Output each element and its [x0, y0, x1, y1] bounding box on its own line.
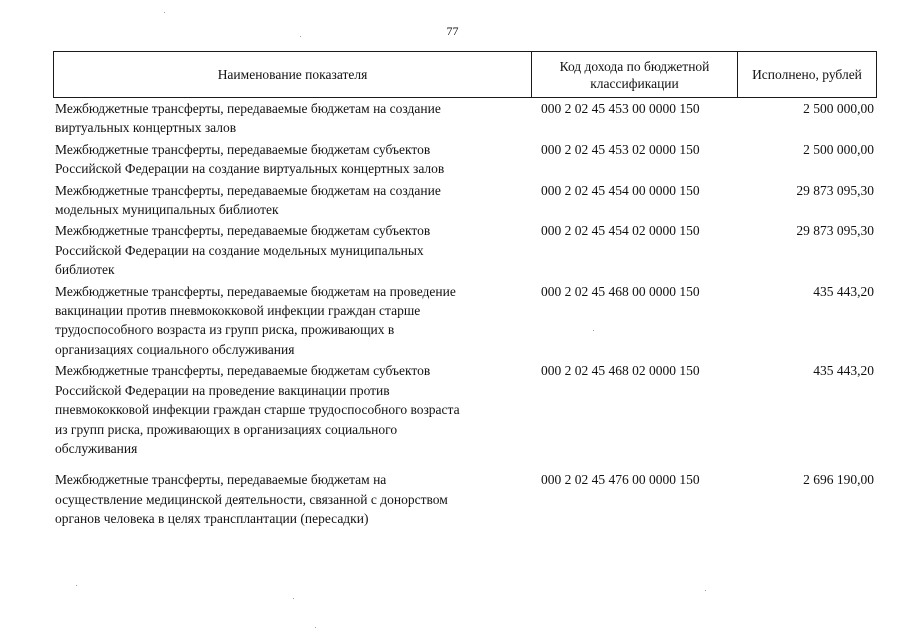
- row-name: Межбюджетные трансферты, передаваемые бюджетам субъектов Российской Федерации на проведение вакцинации против пневмококковой инфекции граждан старше трудоспособного возраста из групп риска, проживающих в организациях социального обслуживания: [55, 363, 460, 456]
- row-amount: 2 500 000,00: [803, 101, 874, 116]
- table-row: [53, 221, 877, 279]
- row-amount: 435 443,20: [813, 363, 874, 379]
- row-name: Межбюджетные трансферты, передаваемые бюджетам на создание модельных муниципальных библиотек: [55, 182, 441, 218]
- header-code: Код дохода по бюджетной классификации: [531, 52, 737, 97]
- page-number: 77: [446, 24, 459, 38]
- row-amount: 29 873 095,30: [796, 182, 874, 198]
- row-name: Межбюджетные трансферты, передаваемые бюджетам на создание виртуальных концертных залов: [55, 101, 441, 136]
- table-row: [53, 181, 877, 220]
- row-amount: 2 696 190,00: [803, 472, 874, 488]
- row-code: 000 2 02 45 468 00 0000 150: [541, 283, 700, 299]
- row-code: 000 2 02 45 454 02 0000 150: [541, 223, 700, 239]
- row-name: Межбюджетные трансферты, передаваемые бюджетам на осуществление медицинской деятельности, связанной с донорством органов человека в целях трансплантации (пересадки): [55, 472, 448, 527]
- row-name: Межбюджетные трансферты, передаваемые бюджетам субъектов Российской Федерации на создание модельных муниципальных библиотек: [55, 223, 431, 278]
- row-code: 000 2 02 45 468 02 0000 150: [541, 363, 700, 379]
- table-row: [53, 282, 877, 360]
- row-name: Межбюджетные трансферты, передаваемые бюджетам на проведение вакцинации против пневмококковой инфекции граждан старше трудоспособного возраста из групп риска, проживающих в организациях социального обслуживания: [55, 283, 456, 357]
- row-code: 000 2 02 45 476 00 0000 150: [541, 472, 700, 488]
- table-row: [53, 361, 877, 458]
- row-code: 000 2 02 45 453 00 0000 150: [541, 101, 700, 116]
- row-amount: 29 873 095,30: [796, 223, 874, 239]
- header-name: Наименование показателя: [217, 67, 368, 82]
- budget-income-table: [53, 51, 877, 529]
- table-row: [53, 470, 877, 528]
- header-amount: Исполнено, рублей: [737, 52, 876, 97]
- row-amount: 2 500 000,00: [803, 141, 874, 157]
- table-row: [53, 140, 877, 179]
- row-code: 000 2 02 45 453 02 0000 150: [541, 141, 700, 157]
- row-code: 000 2 02 45 454 00 0000 150: [541, 182, 700, 198]
- row-amount: 435 443,20: [813, 283, 874, 299]
- table-row: [53, 99, 877, 138]
- row-name: Межбюджетные трансферты, передаваемые бюджетам субъектов Российской Федерации на создание виртуальных концертных залов: [55, 141, 445, 177]
- table-header: [53, 51, 877, 98]
